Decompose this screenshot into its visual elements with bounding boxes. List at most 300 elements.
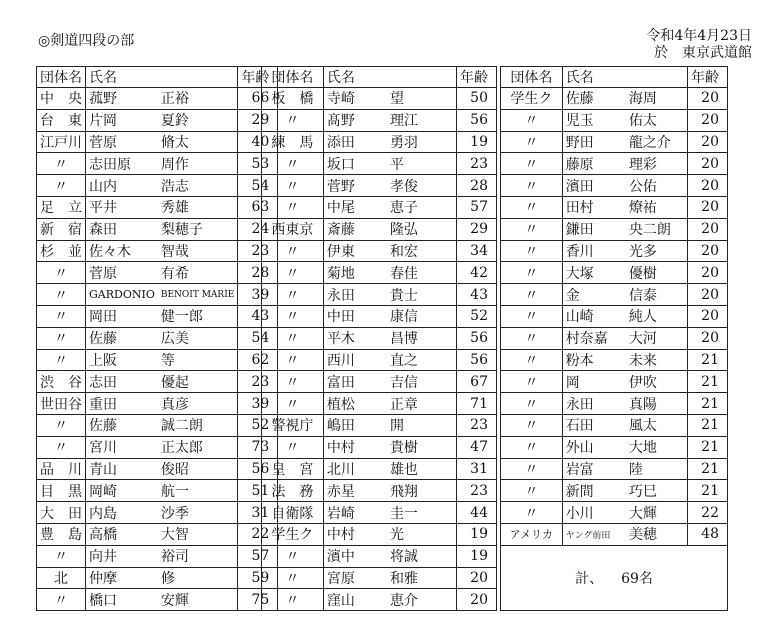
org-cell: 皇 宮 [262, 458, 324, 480]
family-name-cell: 菅原 [86, 131, 158, 153]
org-cell: 〃 [37, 175, 86, 197]
table-row [501, 327, 728, 349]
age-cell: 52 [238, 414, 278, 436]
table-row [262, 502, 497, 524]
family-name-cell: 斎藤 [323, 218, 387, 240]
given-name-cell: 安輝 [158, 589, 238, 611]
org-cell: 〃 [501, 153, 563, 175]
age-cell: 21 [687, 458, 727, 480]
given-name-cell: 沙季 [158, 502, 238, 524]
org-cell: 〃 [501, 371, 563, 393]
org-cell: 〃 [37, 414, 86, 436]
age-cell: 21 [687, 480, 727, 502]
family-name-cell: 岡田 [86, 305, 158, 327]
header-age: 年齢 [238, 67, 278, 88]
table-row [262, 240, 497, 262]
age-cell: 56 [456, 327, 496, 349]
table-row [262, 131, 497, 153]
age-cell: 42 [456, 262, 496, 284]
given-name-cell: 未来 [626, 349, 688, 371]
org-cell: 〃 [501, 327, 563, 349]
age-cell: 66 [238, 88, 278, 110]
org-cell: 〃 [501, 349, 563, 371]
age-cell: 24 [238, 218, 278, 240]
given-name-cell: 正太郎 [158, 436, 238, 458]
family-name-cell: 永田 [323, 284, 387, 306]
given-name-cell: 智哉 [158, 240, 238, 262]
given-name-cell: 理江 [387, 109, 457, 131]
table-row [37, 131, 278, 153]
family-name-cell: 山崎 [562, 305, 626, 327]
family-name-cell: 濱田 [562, 175, 626, 197]
org-cell: 〃 [501, 458, 563, 480]
age-cell: 51 [238, 480, 278, 502]
table-row [37, 262, 278, 284]
family-name-cell: 外山 [562, 436, 626, 458]
table-row [37, 589, 278, 611]
family-name-cell: 藤原 [562, 153, 626, 175]
family-name-cell: 鎌田 [562, 218, 626, 240]
family-name-cell: 窪山 [323, 589, 387, 611]
given-name-cell: 孝俊 [387, 175, 457, 197]
family-name-cell: 片岡 [86, 109, 158, 131]
given-name-cell: 恵子 [387, 196, 457, 218]
given-name-cell: 大河 [626, 327, 688, 349]
age-cell: 28 [456, 175, 496, 197]
family-name-cell: 濱中 [323, 545, 387, 567]
given-name-cell: 優樹 [626, 262, 688, 284]
given-name-cell: 周作 [158, 153, 238, 175]
given-name-cell: 健一郎 [158, 305, 238, 327]
table-header-row [262, 67, 497, 88]
family-name-cell: 志田原 [86, 153, 158, 175]
age-cell: 52 [456, 305, 496, 327]
table-row [262, 480, 497, 502]
given-name-cell: 美穂 [626, 523, 688, 545]
given-name-cell: 裕司 [158, 545, 238, 567]
family-name-cell: 粉本 [562, 349, 626, 371]
org-cell: 〃 [501, 109, 563, 131]
header-age: 年齢 [456, 67, 496, 88]
table-row [262, 545, 497, 567]
table-row [501, 240, 728, 262]
family-name-cell: 平井 [86, 196, 158, 218]
org-cell: 豊 島 [37, 523, 86, 545]
family-name-cell: 中尾 [323, 196, 387, 218]
age-cell: 20 [687, 284, 727, 306]
family-name-cell: 小川 [562, 502, 626, 524]
table-row [37, 218, 278, 240]
org-cell: 学生ク [501, 88, 563, 110]
page-title: ◎剣道四段の部 [38, 33, 135, 49]
family-name-cell: 平木 [323, 327, 387, 349]
family-name-cell: 山内 [86, 175, 158, 197]
age-cell: 50 [456, 88, 496, 110]
age-cell: 19 [456, 545, 496, 567]
given-name-cell: 理彩 [626, 153, 688, 175]
total-cell [501, 545, 728, 610]
age-cell: 59 [238, 567, 278, 589]
family-name-cell: 佐藤 [86, 327, 158, 349]
family-name-cell: 菅野 [323, 175, 387, 197]
org-cell: 〃 [37, 349, 86, 371]
family-name-cell: 佐々木 [86, 240, 158, 262]
org-cell: 中 央 [37, 88, 86, 110]
age-cell: 20 [687, 218, 727, 240]
family-name-cell: 北川 [323, 458, 387, 480]
org-cell: 〃 [262, 545, 324, 567]
header-name-blank [387, 67, 457, 88]
table-row [262, 523, 497, 545]
org-cell: 〃 [262, 109, 324, 131]
table-row [262, 349, 497, 371]
given-name-cell: 昌博 [387, 327, 457, 349]
table-row [501, 131, 728, 153]
table-row [501, 305, 728, 327]
family-name-cell: 髙野 [323, 109, 387, 131]
org-cell: 〃 [262, 196, 324, 218]
age-cell: 28 [238, 262, 278, 284]
age-cell: 20 [687, 196, 727, 218]
given-name-cell: 脩太 [158, 131, 238, 153]
given-name-cell: 光 [387, 523, 457, 545]
org-cell: 〃 [501, 393, 563, 415]
org-cell: 〃 [262, 436, 324, 458]
org-cell: 〃 [37, 436, 86, 458]
table-row [501, 88, 728, 110]
org-cell: 〃 [501, 131, 563, 153]
table-row [37, 305, 278, 327]
table-row [262, 458, 497, 480]
given-name-cell: 梨穂子 [158, 218, 238, 240]
family-name-cell: 赤星 [323, 480, 387, 502]
header-name: 氏名 [86, 67, 158, 88]
table-row [37, 480, 278, 502]
org-cell: 〃 [37, 327, 86, 349]
table-row [262, 567, 497, 589]
table-row [262, 88, 497, 110]
org-cell: 練 馬 [262, 131, 324, 153]
family-name-cell: 植松 [323, 393, 387, 415]
family-name-cell: 中村 [323, 523, 387, 545]
family-name-cell: 寺崎 [323, 88, 387, 110]
table-row [37, 545, 278, 567]
given-name-cell: 佑太 [626, 109, 688, 131]
age-cell: 20 [687, 327, 727, 349]
table-row [262, 218, 497, 240]
family-name-cell: 村奈嘉 [562, 327, 626, 349]
given-name-cell: 航一 [158, 480, 238, 502]
table-row [262, 589, 497, 611]
table-row [262, 414, 497, 436]
age-cell: 20 [687, 153, 727, 175]
org-cell: 法 務 [262, 480, 324, 502]
family-name-cell: 坂口 [323, 153, 387, 175]
age-cell: 34 [456, 240, 496, 262]
family-name-cell: 中田 [323, 305, 387, 327]
table-row [37, 349, 278, 371]
org-cell: 新 宿 [37, 218, 86, 240]
family-name-cell: 岩富 [562, 458, 626, 480]
age-cell: 29 [238, 109, 278, 131]
age-cell: 73 [238, 436, 278, 458]
org-cell: 杉 並 [37, 240, 86, 262]
table-row [37, 284, 278, 306]
family-name-cell: 志田 [86, 371, 158, 393]
org-cell: 〃 [501, 262, 563, 284]
age-cell: 22 [687, 502, 727, 524]
org-cell: 目 黒 [37, 480, 86, 502]
age-cell: 57 [238, 545, 278, 567]
table-header-row [501, 67, 728, 88]
org-cell: 〃 [37, 589, 86, 611]
org-cell: 自衛隊 [262, 502, 324, 524]
given-name-cell: 恵介 [387, 589, 457, 611]
age-cell: 39 [238, 393, 278, 415]
given-name-cell: 勇羽 [387, 131, 457, 153]
age-cell: 23 [238, 240, 278, 262]
header-name-blank [158, 67, 238, 88]
age-cell: 20 [456, 567, 496, 589]
age-cell: 20 [687, 88, 727, 110]
age-cell: 44 [456, 502, 496, 524]
family-name-cell: 佐藤 [86, 414, 158, 436]
given-name-cell: 大智 [158, 523, 238, 545]
table-row [501, 218, 728, 240]
given-name-cell: 開 [387, 414, 457, 436]
table-header-row [37, 67, 278, 88]
given-name-cell: 正裕 [158, 88, 238, 110]
given-name-cell: 真彦 [158, 393, 238, 415]
table-row [262, 153, 497, 175]
org-cell: 〃 [37, 262, 86, 284]
age-cell: 23 [238, 371, 278, 393]
given-name-cell: 康信 [387, 305, 457, 327]
age-cell: 29 [456, 218, 496, 240]
header-age: 年齢 [687, 67, 727, 88]
org-cell: 〃 [262, 393, 324, 415]
family-name-cell: 重田 [86, 393, 158, 415]
given-name-cell: 誠二朗 [158, 414, 238, 436]
table-row [37, 393, 278, 415]
family-name-cell: 宮川 [86, 436, 158, 458]
org-cell: 〃 [501, 240, 563, 262]
org-cell: 〃 [37, 545, 86, 567]
given-name-cell: 央二朗 [626, 218, 688, 240]
age-cell: 31 [456, 458, 496, 480]
table-row [262, 327, 497, 349]
age-cell: 21 [687, 414, 727, 436]
family-name-cell: 嶋田 [323, 414, 387, 436]
given-name-cell: 光多 [626, 240, 688, 262]
given-name-cell: 風太 [626, 414, 688, 436]
table-row [501, 480, 728, 502]
age-cell: 39 [238, 284, 278, 306]
table-row [262, 109, 497, 131]
org-cell: 〃 [262, 240, 324, 262]
age-cell: 21 [687, 349, 727, 371]
family-name-cell: 高橋 [86, 523, 158, 545]
org-cell: 〃 [501, 196, 563, 218]
given-name-cell: 正章 [387, 393, 457, 415]
org-cell: 西東京 [262, 218, 324, 240]
age-cell: 20 [687, 240, 727, 262]
age-cell: 20 [687, 175, 727, 197]
table-row [501, 349, 728, 371]
given-name-cell: 俊昭 [158, 458, 238, 480]
family-name-cell: 香川 [562, 240, 626, 262]
table-row [501, 393, 728, 415]
age-cell: 62 [238, 349, 278, 371]
age-cell: 40 [238, 131, 278, 153]
family-name-cell: 岡崎 [86, 480, 158, 502]
family-name-cell: 上阪 [86, 349, 158, 371]
org-cell: 渋 谷 [37, 371, 86, 393]
given-name-cell: 真陽 [626, 393, 688, 415]
roster-table-3 [500, 66, 728, 611]
given-name-cell: 飛翔 [387, 480, 457, 502]
table-row [37, 240, 278, 262]
given-name-cell: 優起 [158, 371, 238, 393]
family-name-cell: 宮原 [323, 567, 387, 589]
given-name-cell: 平 [387, 153, 457, 175]
given-name-cell: 夏鈴 [158, 109, 238, 131]
org-cell: 〃 [37, 153, 86, 175]
family-name-cell: 西川 [323, 349, 387, 371]
family-name-cell: 新間 [562, 480, 626, 502]
family-name-cell: 児玉 [562, 109, 626, 131]
age-cell: 21 [687, 371, 727, 393]
given-name-cell: 圭一 [387, 502, 457, 524]
org-cell: 〃 [501, 502, 563, 524]
org-cell: 〃 [501, 480, 563, 502]
age-cell: 43 [456, 284, 496, 306]
family-name-cell: 菰野 [86, 88, 158, 110]
given-name-cell: 秀雄 [158, 196, 238, 218]
age-cell: 23 [456, 414, 496, 436]
given-name-cell: 直之 [387, 349, 457, 371]
age-cell: 21 [687, 436, 727, 458]
age-cell: 47 [456, 436, 496, 458]
age-cell: 53 [238, 153, 278, 175]
age-cell: 23 [456, 480, 496, 502]
age-cell: 21 [687, 393, 727, 415]
table-row [501, 109, 728, 131]
family-name-cell: ヤング前田 [562, 523, 626, 545]
org-cell: 〃 [262, 349, 324, 371]
org-cell: 世田谷 [37, 393, 86, 415]
family-name-cell: 青山 [86, 458, 158, 480]
given-name-cell: 巧巳 [626, 480, 688, 502]
age-cell: 19 [456, 523, 496, 545]
header-org: 団体名 [262, 67, 324, 88]
family-name-cell: GARDONIO [86, 284, 158, 306]
age-cell: 19 [456, 131, 496, 153]
org-cell: 〃 [501, 305, 563, 327]
table-row [37, 436, 278, 458]
table-row [501, 436, 728, 458]
table-row [37, 567, 278, 589]
given-name-cell: 有希 [158, 262, 238, 284]
org-cell: 〃 [262, 305, 324, 327]
given-name-cell: 浩志 [158, 175, 238, 197]
given-name-cell: 信泰 [626, 284, 688, 306]
roster-table-1 [36, 66, 278, 611]
table-row [37, 175, 278, 197]
org-cell: 〃 [262, 153, 324, 175]
given-name-cell: 大輝 [626, 502, 688, 524]
age-cell: 54 [238, 327, 278, 349]
age-cell: 67 [456, 371, 496, 393]
given-name-cell: 雄也 [387, 458, 457, 480]
given-name-cell: 春佳 [387, 262, 457, 284]
given-name-cell: 燎祐 [626, 196, 688, 218]
given-name-cell: 公佑 [626, 175, 688, 197]
org-cell: 〃 [262, 589, 324, 611]
table-row [501, 284, 728, 306]
given-name-cell: 龍之介 [626, 131, 688, 153]
age-cell: 75 [238, 589, 278, 611]
family-name-cell: 向井 [86, 545, 158, 567]
given-name-cell: 陸 [626, 458, 688, 480]
given-name-cell: 和宏 [387, 240, 457, 262]
org-cell: 〃 [262, 262, 324, 284]
given-name-cell: 等 [158, 349, 238, 371]
age-cell: 20 [456, 589, 496, 611]
table-row [501, 262, 728, 284]
table-row [501, 502, 728, 524]
table-row [501, 175, 728, 197]
org-cell: 〃 [37, 284, 86, 306]
age-cell: 54 [238, 175, 278, 197]
family-name-cell: 菊地 [323, 262, 387, 284]
age-cell: 20 [687, 109, 727, 131]
table-row [501, 523, 728, 545]
given-name-cell: 海周 [626, 88, 688, 110]
table-row [262, 393, 497, 415]
org-cell: 大 田 [37, 502, 86, 524]
date-text: 令和4年4月23日 [646, 28, 752, 44]
table-row [262, 371, 497, 393]
given-name-cell: 伊吹 [626, 371, 688, 393]
venue-text: 於 東京武道館 [654, 45, 752, 61]
org-cell: 品 川 [37, 458, 86, 480]
table-row [37, 109, 278, 131]
table-row [262, 262, 497, 284]
org-cell: 〃 [501, 414, 563, 436]
org-cell: 〃 [262, 327, 324, 349]
table-row [37, 458, 278, 480]
age-cell: 56 [456, 109, 496, 131]
family-name-cell: 岩崎 [323, 502, 387, 524]
age-cell: 22 [238, 523, 278, 545]
age-cell: 57 [456, 196, 496, 218]
total-label: 計、 [575, 570, 604, 587]
table-row [262, 196, 497, 218]
table-row [501, 458, 728, 480]
family-name-cell: 佐藤 [562, 88, 626, 110]
age-cell: 31 [238, 502, 278, 524]
family-name-cell: 添田 [323, 131, 387, 153]
given-name-cell: 隆弘 [387, 218, 457, 240]
age-cell: 43 [238, 305, 278, 327]
table-row [262, 175, 497, 197]
table-row [501, 196, 728, 218]
family-name-cell: 中村 [323, 436, 387, 458]
age-cell: 20 [687, 262, 727, 284]
table-row [37, 327, 278, 349]
total-row [501, 545, 728, 610]
